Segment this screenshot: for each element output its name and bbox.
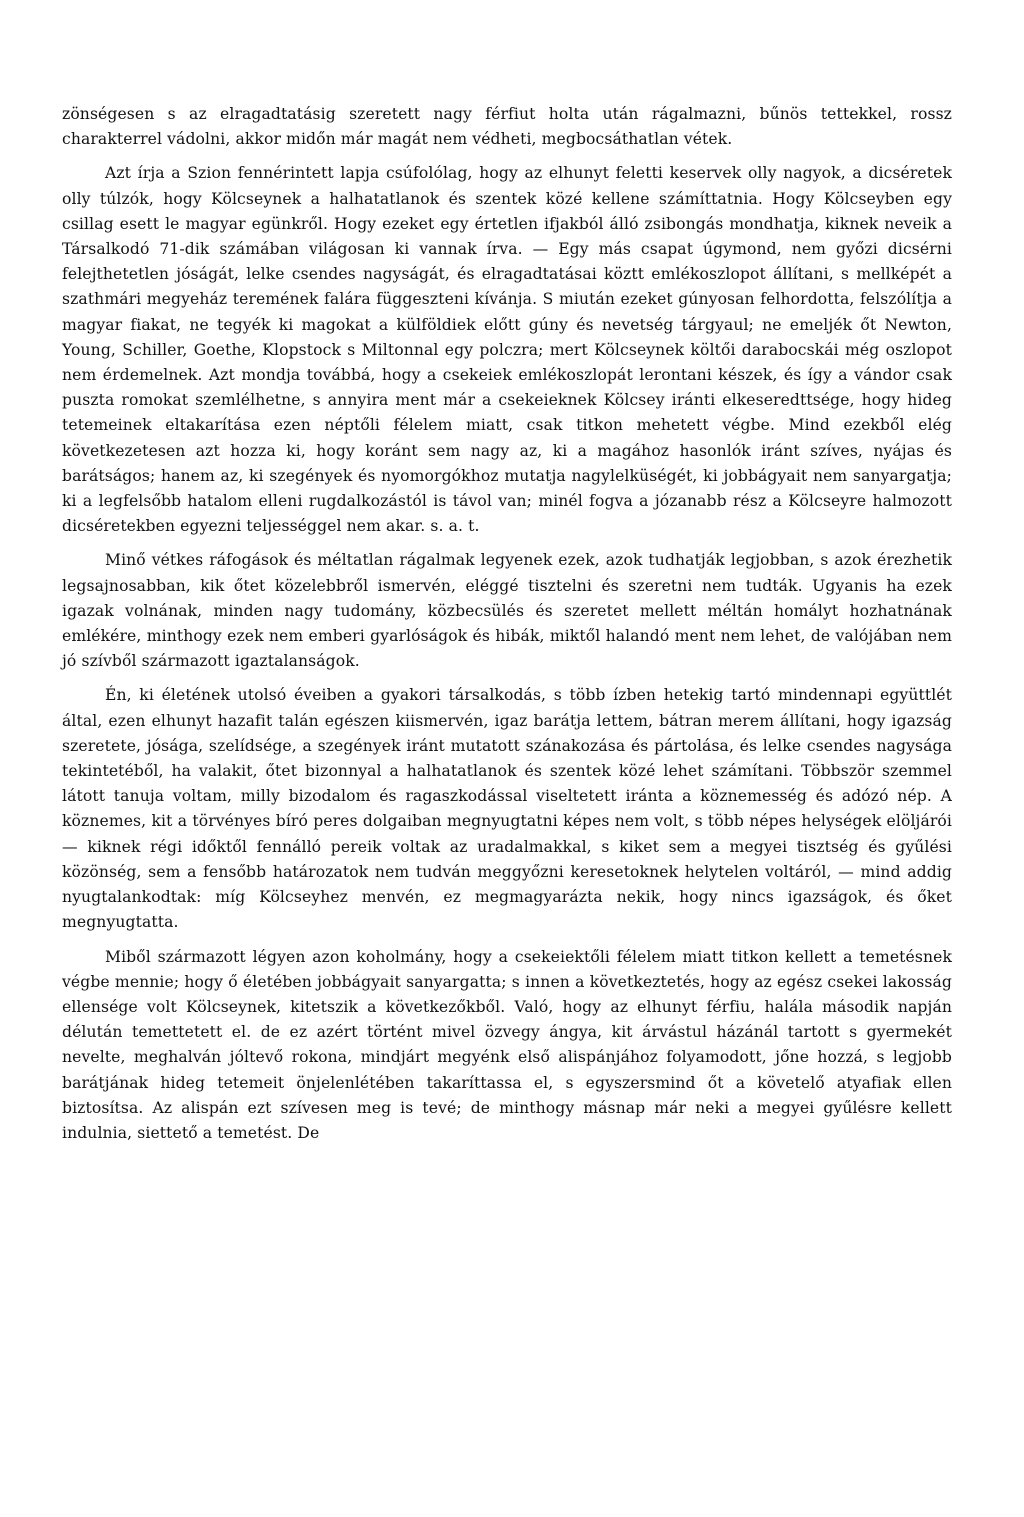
paragraph-2: Azt írja a Szion fennérintett lapja csúfolólag, hogy az elhunyt feletti keservek olly nagyok, a dicséretek olly túlzók, hogy Kölcseynek a halhatatlanok és szentek közé kellene számíttatnia. Hogy Kölcseyben egy csillag esett le magyar egünkről. Hogy ezeket egy értetlen ifjakból álló zsibongás mondhatja, kiknek neveik a Társalkodó 71-dik számában világosan ki vannak írva. — Egy más csapat úgymond, nem győzi dicsérni felejthetetlen jóságát, lelke csendes nagyságát, és elragadtatásai köztt emlékoszlopot állítani, s mellképét a szathmári megyeház teremének falára függeszteni kívánja. S miután ezeket gúnyosan felhordotta, felszólítja a magyar fiakat, ne tegyék ki magokat a külföldiek előtt gúny és nevetség tárgyaul; ne emeljék őt Newton, Young, Schiller, Goethe, Klopstock s Miltonnal egy polczra; mert Kölcseynek költői darabocskái még oszlopot nem érdemelnek. Azt mondja továbbá, hogy a csekeiek emlékoszlopát lerontani készek, és így a vándor csak puszta romokat szemlélhetne, s annyira ment már a csekeieknek Kölcsey iránti elkeseredttsége, hogy hideg tetemeinek eltakarítása ezen néptőli félelem miatt, csak titkon mehetett végbe. Mind ezekből elég következetesen azt hozza ki, hogy koránt sem nagy az, ki a magához hasonlók iránt szíves, nyájas és barátságos; hanem az, ki szegények és nyomorgókhoz mutatja nagylelküségét, ki jobbágyait nem sanyargatja; ki a legfelsőbb hatalom elleni rugdalkozástól is távol van; minél fogva a józanabb rész a Kölcseyre halmozott dicséretekben egyezni teljességgel nem akar. s. a. t. (62, 164, 952, 536)
paragraph-1: zönségesen s az elragadtatásig szeretett nagy férfiut holta után rágalmazni, bűnös tettekkel, rossz charakterrel vádolni, akkor midőn már magát nem védheti, megbocsáthatlan vétek. (62, 105, 952, 149)
paragraph-3: Minő vétkes ráfogások és méltatlan rágalmak legyenek ezek, azok tudhatják legjobban, s azok érezhetik legsajnosabban, kik őtet közelebbről ismervén, eléggé tisztelni és szeretni nem tudták. Ugyanis ha ezek igazak volnának, minden nagy tudomány, közbecsülés és szeretet mellett méltán homályt hozhatnának emlékére, minthogy ezek nem emberi gyarlóságok és hibák, miktől halandó ment nem lehet, de valójában nem jó szívből származott igaztalanságok. (62, 551, 952, 671)
paragraph-4: Én, ki életének utolsó éveiben a gyakori társalkodás, s több ízben hetekig tartó mindennapi együttlét által, ezen elhunyt hazafit talán egészen kiismervén, igaz barátja lettem, bátran merem állítani, hogy igazság szeretete, jósága, szelídsége, a szegények iránt mutatott szánakozása és pártolása, és lelke csendes nagysága tekintetéből, ha valakit, őtet bizonnyal a halhatatlanok és szentek közé lehet számítani. Többször szemmel látott tanuja voltam, milly bizodalom és ragaszkodással viseltetett iránta a köznemesség és adózó nép. A köznemes, kit a törvényes bíró peres dolgaiban megnyugtatni képes nem volt, s több népes helységek elöljárói — kiknek régi időktől fennálló pereik voltak az uradalmakkal, s kiket sem a megyei tisztség és gyűlési közönség, sem a fensőbb határozatok nem tudván meggyőzni keresetoknek helytelen voltáról, — mind addig nyugtalankodtak: míg Kölcseyhez menvén, ez megmagyarázta nekik, hogy nincs igazságok, és őket megnyugtatta. (62, 686, 952, 932)
paragraph-5: Miből származott légyen azon koholmány, hogy a csekeiektőli félelem miatt titkon kellett a temetésnek végbe mennie; hogy ő életében jobbágyait sanyargatta; s innen a következtetés, hogy az egész csekei lakosság ellensége volt Kölcseynek, kitetszik a következőkből. Való, hogy az elhunyt férfiu, halála második napján délután temettetett el. de ez azért történt mivel özvegy ángya, kit árvástul házánál tartott s gyermekét nevelte, meghalván jóltevő rokona, mindjárt megyénk első alispánjához folyamodott, jőne hozzá, s legjobb barátjának hideg tetemeit önjelenlétében takaríttassa el, s egyszersmind őt a követelő atyafiak ellen biztosítsa. Az alispán ezt szívesen meg is tevé; de minthogy másnap már neki a megyei gyűlésre kellett indulnia, siettető a temetést. De (62, 947, 952, 1142)
document-page (62, 102, 952, 1155)
